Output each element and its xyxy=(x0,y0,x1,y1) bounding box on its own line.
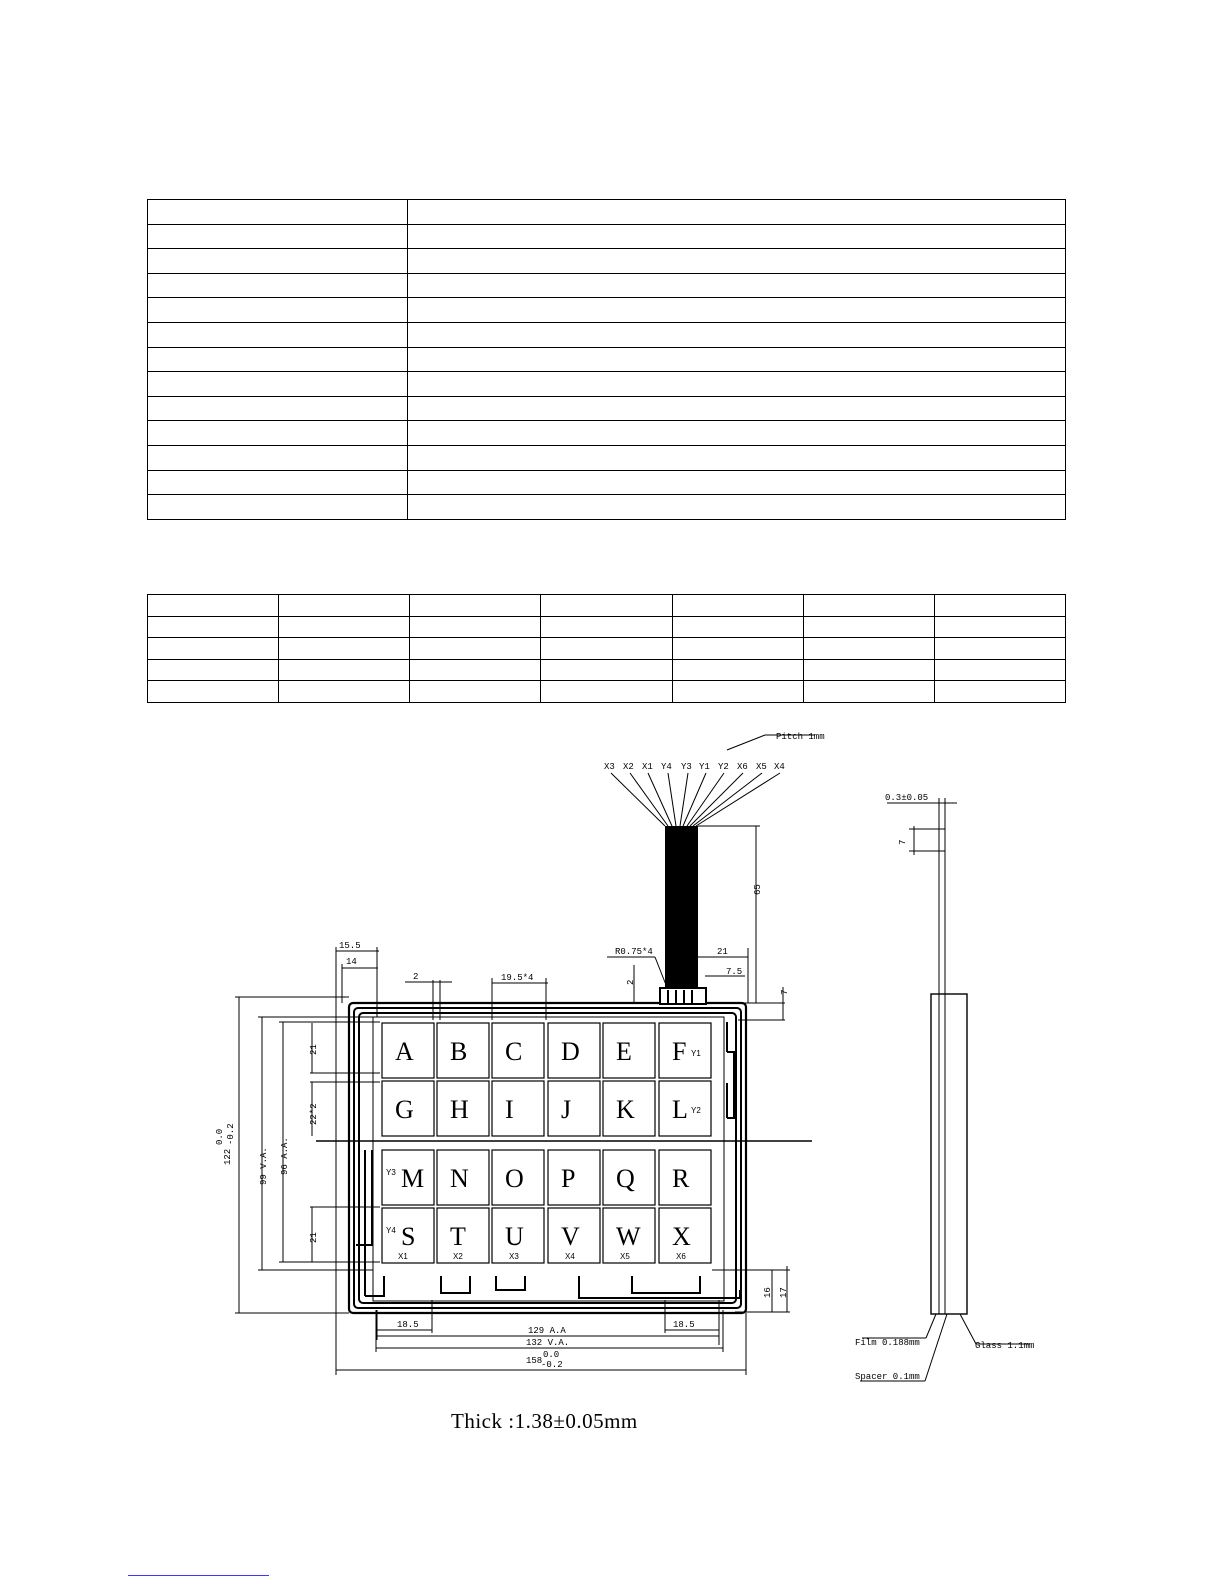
side-spacer-label: Spacer 0.1mm xyxy=(855,1372,920,1382)
col-label: X2 xyxy=(453,1252,463,1261)
dim-158: 158 xyxy=(526,1356,543,1366)
row-label: Y2 xyxy=(691,1106,701,1115)
key-label: L xyxy=(672,1095,688,1124)
key-label: T xyxy=(450,1222,466,1251)
pin-labels xyxy=(604,762,785,772)
key-label: J xyxy=(561,1095,572,1124)
key-label: P xyxy=(561,1164,576,1193)
key-label: K xyxy=(616,1095,635,1124)
key-label: R xyxy=(672,1164,690,1193)
key-label: V xyxy=(561,1222,580,1251)
fpc-cable xyxy=(665,826,698,988)
dim-21-left-2: 21 xyxy=(309,1232,319,1243)
dim-17: 17 xyxy=(779,1287,789,1298)
col-label: X1 xyxy=(398,1252,408,1261)
dim-16: 16 xyxy=(763,1287,773,1298)
pin-label: X6 xyxy=(737,762,748,772)
dim-158-tol-dn: -0.2 xyxy=(541,1360,563,1370)
dim-122-tol-up: 0.0 xyxy=(215,1128,225,1145)
dim-96-aa: 96 A.A. xyxy=(280,1137,290,1175)
key-label: W xyxy=(616,1222,641,1251)
col-label: X4 xyxy=(565,1252,575,1261)
dim-132-va: 132 V.A. xyxy=(526,1338,570,1348)
dim-15-5: 15.5 xyxy=(339,941,361,951)
dim-122-tol-dn: -0.2 xyxy=(226,1123,236,1145)
key-label: S xyxy=(401,1222,416,1251)
key-label: X xyxy=(672,1222,691,1251)
pin-fanout xyxy=(611,773,780,826)
dim-14: 14 xyxy=(346,957,357,967)
dim-158-tol-up: 0.0 xyxy=(543,1350,560,1360)
thickness-caption: Thick :1.38±0.05mm xyxy=(451,1409,638,1433)
key-label: H xyxy=(450,1095,469,1124)
key-grid xyxy=(382,1023,711,1263)
key-label: Q xyxy=(616,1164,635,1193)
pin-label: X5 xyxy=(756,762,767,772)
row-label: Y1 xyxy=(691,1049,701,1058)
key-label: A xyxy=(395,1037,414,1066)
dim-21-left: 21 xyxy=(309,1044,319,1055)
key-label: U xyxy=(505,1222,524,1251)
col-label: X6 xyxy=(676,1252,686,1261)
pin-label: Y1 xyxy=(699,762,710,772)
side-view xyxy=(860,798,1030,1381)
dim-2-b: 2 xyxy=(626,979,636,985)
pitch-label: Pitch 1mm xyxy=(776,732,825,742)
pin-label: Y4 xyxy=(661,762,672,772)
key-label: D xyxy=(561,1037,580,1066)
key-label: O xyxy=(505,1164,524,1193)
dim-129-aa: 129 A.A xyxy=(528,1326,566,1336)
key-label: N xyxy=(450,1164,469,1193)
pitch-leader xyxy=(727,735,765,750)
dim-2-a: 2 xyxy=(413,972,419,982)
key-label: I xyxy=(505,1095,514,1124)
dim-22x2: 22*2 xyxy=(309,1103,319,1125)
side-dim-0-3: 0.3±0.05 xyxy=(885,793,929,803)
pin-label: X1 xyxy=(642,762,653,772)
key-label: F xyxy=(672,1037,687,1066)
side-dim-7: 7 xyxy=(898,839,908,845)
side-glass-label: Glass 1.1mm xyxy=(975,1341,1035,1351)
dim-99-va: 99 V.A. xyxy=(259,1147,269,1185)
key-cell xyxy=(492,1081,544,1136)
pin-label: X4 xyxy=(774,762,785,772)
key-label: M xyxy=(401,1164,425,1193)
dim-19-5: 19.5*4 xyxy=(501,973,534,983)
side-film-label: Film 0.188mm xyxy=(855,1338,920,1348)
key-cell xyxy=(548,1081,600,1136)
dim-r075: R0.75*4 xyxy=(615,947,653,957)
dim-21-top: 21 xyxy=(717,947,728,957)
pin-label: Y2 xyxy=(718,762,729,772)
row-label: Y4 xyxy=(386,1226,396,1235)
footer-link-underline[interactable] xyxy=(128,1575,269,1576)
dim-122: 122 xyxy=(223,1148,233,1165)
col-label: X3 xyxy=(509,1252,519,1261)
key-label: B xyxy=(450,1037,468,1066)
row-label: Y3 xyxy=(386,1168,396,1177)
dim-65: 65 xyxy=(753,884,763,895)
dim-7-top: 7 xyxy=(780,989,790,995)
col-label: X5 xyxy=(620,1252,630,1261)
pin-label: X2 xyxy=(623,762,634,772)
dim-7-5: 7.5 xyxy=(726,967,743,977)
key-label: G xyxy=(395,1095,414,1124)
pin-label: X3 xyxy=(604,762,615,772)
pin-label: Y3 xyxy=(681,762,692,772)
dim-18-5-a: 18.5 xyxy=(397,1320,419,1330)
dim-18-5-b: 18.5 xyxy=(673,1320,695,1330)
key-label: C xyxy=(505,1037,523,1066)
key-label: E xyxy=(616,1037,632,1066)
